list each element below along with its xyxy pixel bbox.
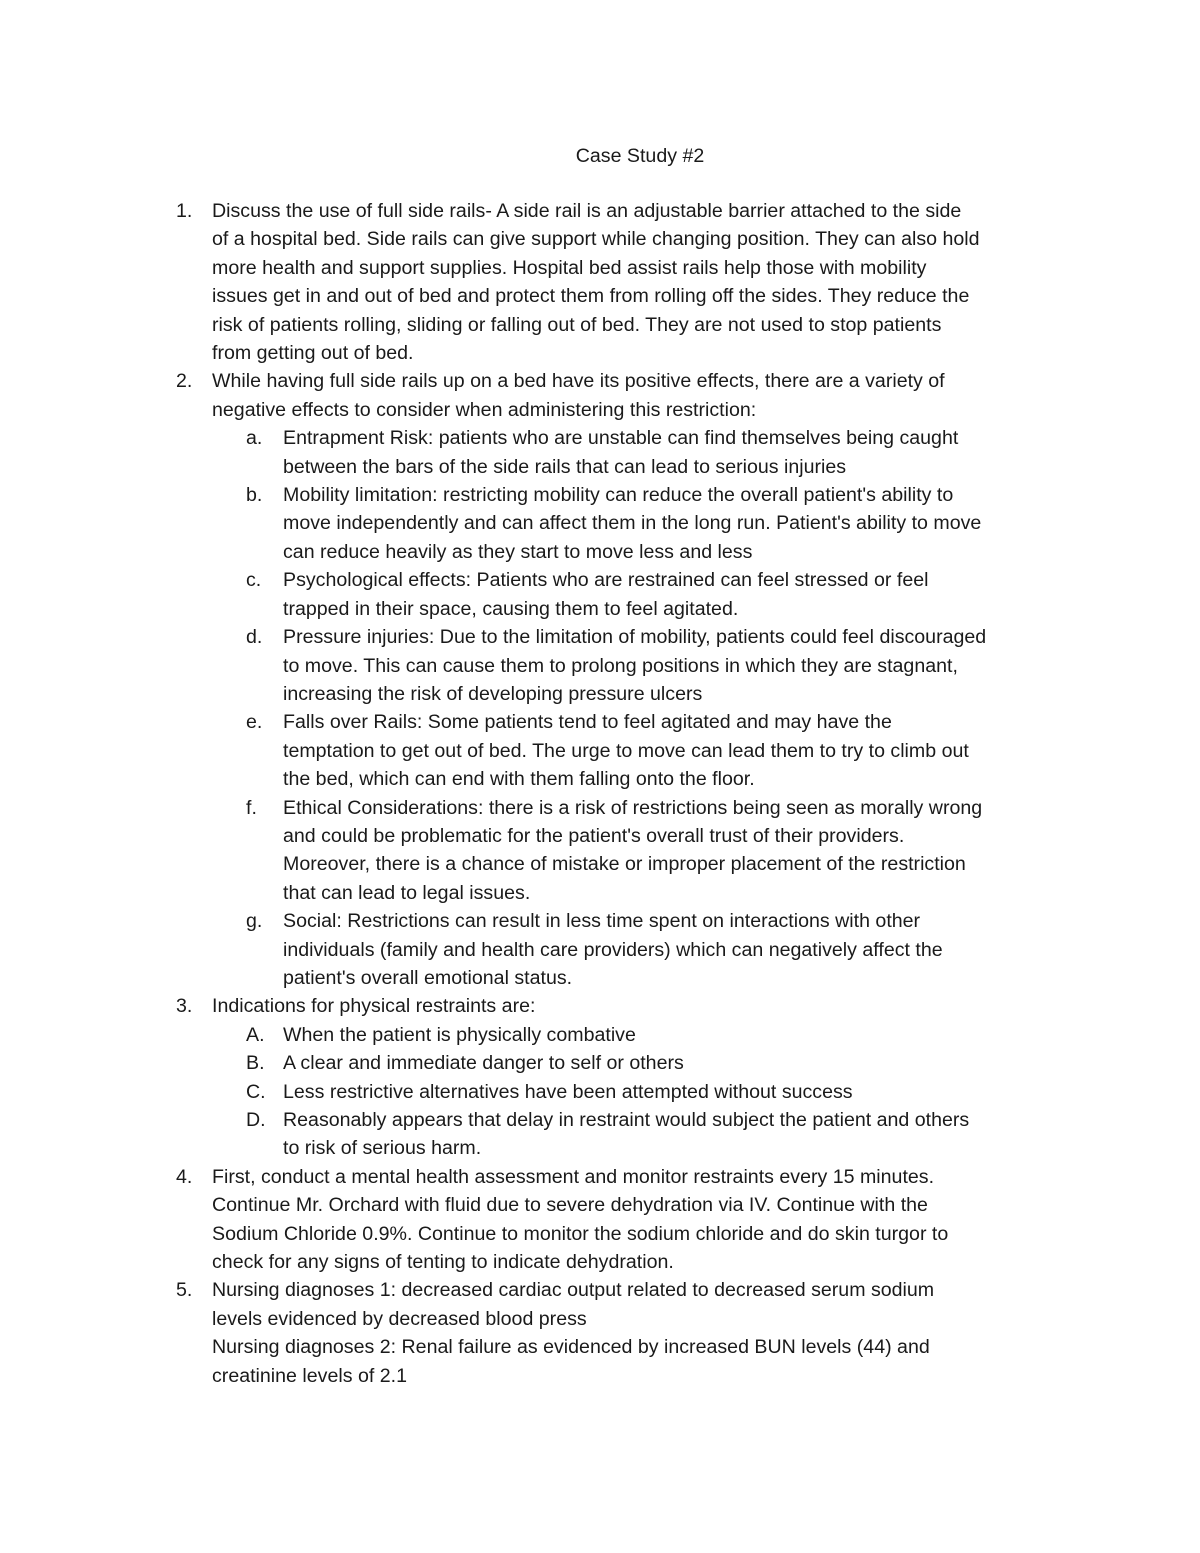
sub-list-item-text-line: Social: Restrictions can result in less time spent on interactions with other bbox=[283, 910, 921, 933]
sub-list-item-letter: b. bbox=[246, 484, 263, 507]
sub-list-item-text-line: can reduce heavily as they start to move less and less bbox=[283, 540, 753, 563]
list-item-text-line: risk of patients rolling, sliding or falling out of bed. They are not used to stop patients bbox=[212, 313, 942, 336]
sub-list-item-text-line: Reasonably appears that delay in restraint would subject the patient and others bbox=[283, 1109, 970, 1131]
list-item-text-line: Discuss the use of full side rails- A side rail is an adjustable barrier attached to the side bbox=[212, 200, 962, 222]
sub-list-item-letter: C. bbox=[246, 1080, 266, 1103]
sub-list-item-letter: B. bbox=[246, 1052, 265, 1075]
sub-list-item-letter: d. bbox=[246, 626, 263, 649]
list-item bbox=[0, 1163, 1072, 1277]
sub-list-item-text-line: Ethical Considerations: there is a risk of restrictions being seen as morally wrong bbox=[283, 796, 983, 819]
sub-list-item-text-line: Psychological effects: Patients who are restrained can feel stressed or feel bbox=[283, 569, 929, 592]
sub-list-item bbox=[0, 794, 1073, 908]
sub-list-item-text-line: Moreover, there is a chance of mistake or improper placement of the restriction bbox=[283, 853, 966, 876]
list-item-number: 5. bbox=[176, 1279, 193, 1302]
list-item-text-line: issues get in and out of bed and protect them from rolling off the sides. They reduce the bbox=[212, 285, 970, 308]
list-item-text-line: from getting out of bed. bbox=[212, 342, 414, 365]
sub-list-item-letter: g. bbox=[246, 910, 263, 933]
sub-list-item bbox=[0, 424, 1073, 481]
sub-list-item-text-line: move independently and can affect them in the long run. Patient's ability to move bbox=[283, 512, 982, 535]
sub-list-item-text-line: Falls over Rails: Some patients tend to feel agitated and may have the bbox=[283, 711, 892, 734]
sub-list-item bbox=[0, 1049, 1073, 1077]
list-item bbox=[0, 197, 1072, 367]
sub-list-item bbox=[0, 1106, 1073, 1163]
sub-list-item-text-line: increasing the risk of developing pressure ulcers bbox=[283, 682, 703, 705]
sub-list-item bbox=[0, 566, 1073, 623]
sub-list-item-text-line: patient's overall emotional status. bbox=[283, 966, 573, 989]
sub-list-item-letter: D. bbox=[246, 1109, 266, 1131]
sub-list-item-letter: A. bbox=[246, 1023, 265, 1046]
sub-list-item-text-line: Less restrictive alternatives have been attempted without success bbox=[283, 1080, 853, 1103]
sub-list-item-text-line: temptation to get out of bed. The urge to move can lead them to try to climb out bbox=[283, 739, 969, 762]
sub-list-item bbox=[0, 623, 1073, 708]
list-item-number: 3. bbox=[176, 995, 193, 1018]
sub-list-item-text-line: and could be problematic for the patient's overall trust of their providers. bbox=[283, 824, 905, 847]
list-item-text-line: check for any signs of tenting to indicate dehydration. bbox=[212, 1251, 674, 1274]
list-item-number: 1. bbox=[176, 200, 193, 222]
sub-list-item-text-line: Mobility limitation: restricting mobility can reduce the overall patient's ability to bbox=[283, 484, 954, 507]
sub-list-item bbox=[0, 1021, 1073, 1049]
list-item-text-line: First, conduct a mental health assessment and monitor restraints every 15 minutes. bbox=[212, 1165, 935, 1188]
sub-list-item-text-line: Pressure injuries: Due to the limitation of mobility, patients could feel discouraged bbox=[283, 626, 987, 649]
sub-list-item bbox=[0, 907, 1073, 992]
page-title: Case Study #2 bbox=[575, 145, 705, 167]
sub-list-item-letter: f. bbox=[246, 796, 257, 819]
sub-list-item-text-line: When the patient is physically combative bbox=[283, 1023, 636, 1046]
sub-list-item-text-line: A clear and immediate danger to self or others bbox=[283, 1052, 684, 1075]
list-item bbox=[0, 992, 1072, 1020]
list-item-number: 2. bbox=[176, 370, 193, 393]
sub-list-item bbox=[0, 1078, 1073, 1106]
sub-list-item-text-line: to risk of serious harm. bbox=[283, 1137, 482, 1160]
list-item-text-line: creatinine levels of 2.1 bbox=[212, 1364, 407, 1387]
sub-list-item-text-line: to move. This can cause them to prolong positions in which they are stagnant, bbox=[283, 654, 958, 677]
list-item-text-line: Sodium Chloride 0.9%. Continue to monitor the sodium chloride and do skin turgor to bbox=[212, 1222, 949, 1245]
document-body bbox=[0, 197, 1200, 1390]
sub-list-item-text-line: trapped in their space, causing them to feel agitated. bbox=[283, 597, 739, 620]
list-item-text-line: levels evidenced by decreased blood press bbox=[212, 1307, 587, 1330]
sub-list-item-text-line: that can lead to legal issues. bbox=[283, 881, 531, 904]
sub-list-item-text-line: Entrapment Risk: patients who are unstable can find themselves being caught bbox=[283, 427, 959, 450]
list-item-text-line: negative effects to consider when administering this restriction: bbox=[212, 398, 757, 421]
list-item-text-line: of a hospital bed. Side rails can give support while changing position. They can also hold bbox=[212, 228, 980, 251]
list-item-text-line: Nursing diagnoses 1: decreased cardiac output related to decreased serum sodium bbox=[212, 1279, 935, 1302]
list-item bbox=[0, 1276, 1072, 1390]
list-item-text-line: Continue Mr. Orchard with fluid due to severe dehydration via IV. Continue with the bbox=[212, 1194, 928, 1217]
list-item-text-line: While having full side rails up on a bed have its positive effects, there are a variety of bbox=[212, 370, 945, 393]
list-item-text-line: more health and support supplies. Hospital bed assist rails help those with mobility bbox=[212, 256, 927, 279]
sub-list-item-text-line: the bed, which can end with them falling onto the floor. bbox=[283, 768, 755, 791]
sub-list-item bbox=[0, 708, 1073, 793]
list-item-number: 4. bbox=[176, 1165, 193, 1188]
sub-list-item bbox=[0, 481, 1073, 566]
list-item bbox=[0, 367, 1072, 424]
sub-list-item-letter: a. bbox=[246, 427, 263, 450]
list-item-text-line: Nursing diagnoses 2: Renal failure as evidenced by increased BUN levels (44) and bbox=[212, 1336, 930, 1359]
sub-list-item-letter: c. bbox=[246, 569, 262, 592]
sub-list-item-text-line: individuals (family and health care providers) which can negatively affect the bbox=[283, 938, 943, 961]
sub-list-item-text-line: between the bars of the side rails that can lead to serious injuries bbox=[283, 455, 847, 478]
sub-list-item-letter: e. bbox=[246, 711, 263, 734]
list-item-text-line: Indications for physical restraints are: bbox=[212, 995, 536, 1018]
